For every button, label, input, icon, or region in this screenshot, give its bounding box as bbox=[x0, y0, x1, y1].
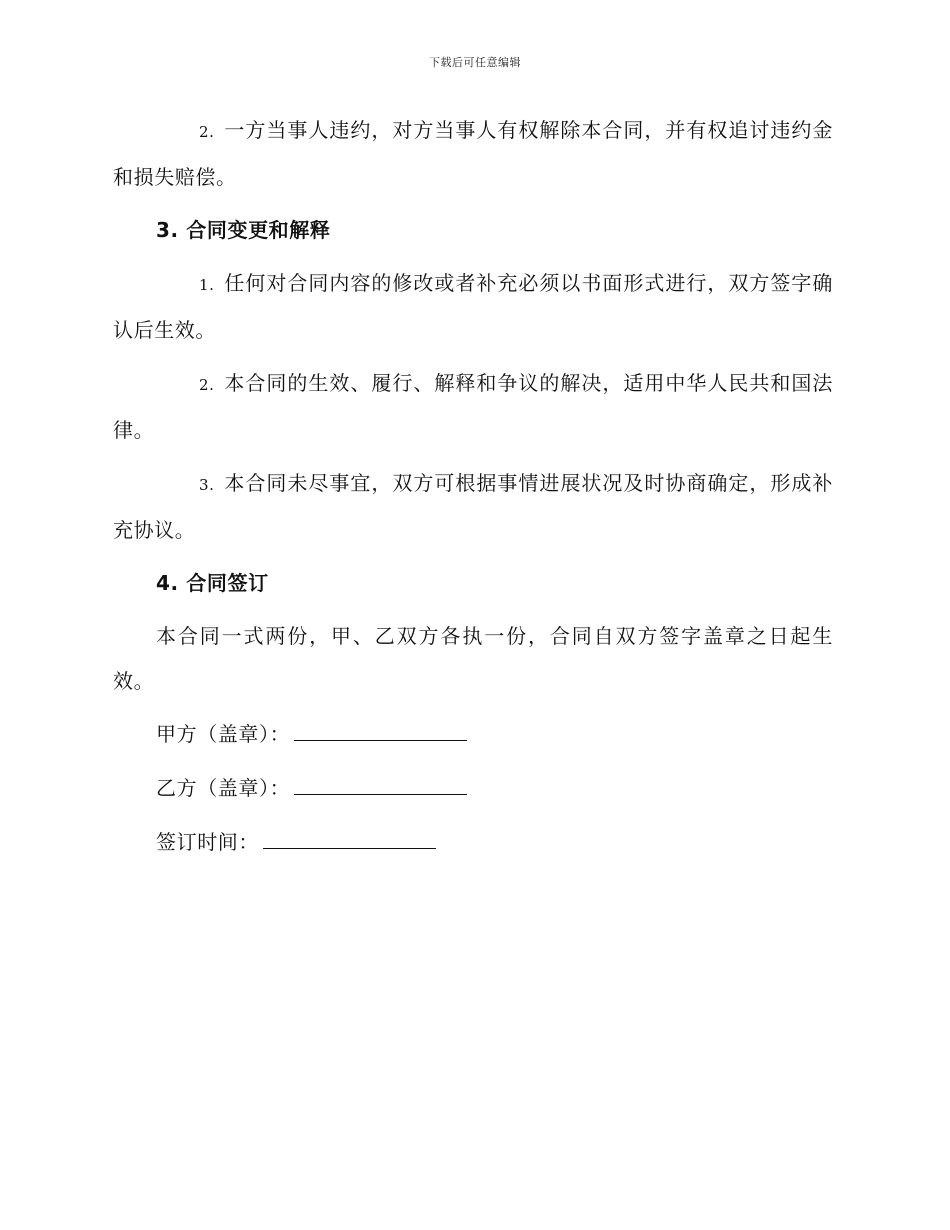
party-a-blank-line[interactable] bbox=[294, 720, 467, 741]
clause-number: 3. bbox=[199, 476, 215, 494]
clause-text: 本合同的生效、履行、解释和争议的解决，适用中华人民共和国法律。 bbox=[113, 371, 833, 442]
clause-3-2 bbox=[113, 361, 833, 453]
section-3-heading: 3. 合同变更和解释 bbox=[156, 218, 331, 242]
party-a-signature bbox=[113, 712, 833, 757]
sign-date-label: 签订时间： bbox=[156, 830, 259, 854]
party-b-label: 乙方（盖章）： bbox=[156, 776, 291, 800]
document-body bbox=[113, 108, 833, 874]
clause-2-2 bbox=[113, 108, 833, 200]
clause-text: 本合同未尽事宜，双方可根据事情进展状况及时协商确定，形成补充协议。 bbox=[113, 471, 833, 542]
header-note: 下载后可任意编辑 bbox=[429, 56, 521, 69]
clause-number: 1. bbox=[199, 276, 215, 294]
clause-text: 任何对合同内容的修改或者补充必须以书面形式进行，双方签字确认后生效。 bbox=[113, 271, 833, 342]
clause-3-3 bbox=[113, 461, 833, 553]
clause-3-1 bbox=[113, 261, 833, 353]
sign-date-blank-line[interactable] bbox=[263, 828, 436, 849]
party-b-signature bbox=[113, 766, 833, 811]
section-4-body: 本合同一式两份，甲、乙双方各执一份，合同自双方签字盖章之日起生效。 bbox=[113, 624, 833, 693]
section-4-heading: 4. 合同签订 bbox=[156, 571, 269, 595]
clause-text: 一方当事人违约，对方当事人有权解除本合同，并有权追讨违约金和损失赔偿。 bbox=[113, 118, 833, 189]
party-a-label: 甲方（盖章）： bbox=[156, 722, 291, 746]
clause-number: 2. bbox=[199, 123, 215, 141]
party-b-blank-line[interactable] bbox=[294, 774, 467, 795]
sign-date bbox=[113, 820, 833, 865]
clause-number: 2. bbox=[199, 376, 215, 394]
